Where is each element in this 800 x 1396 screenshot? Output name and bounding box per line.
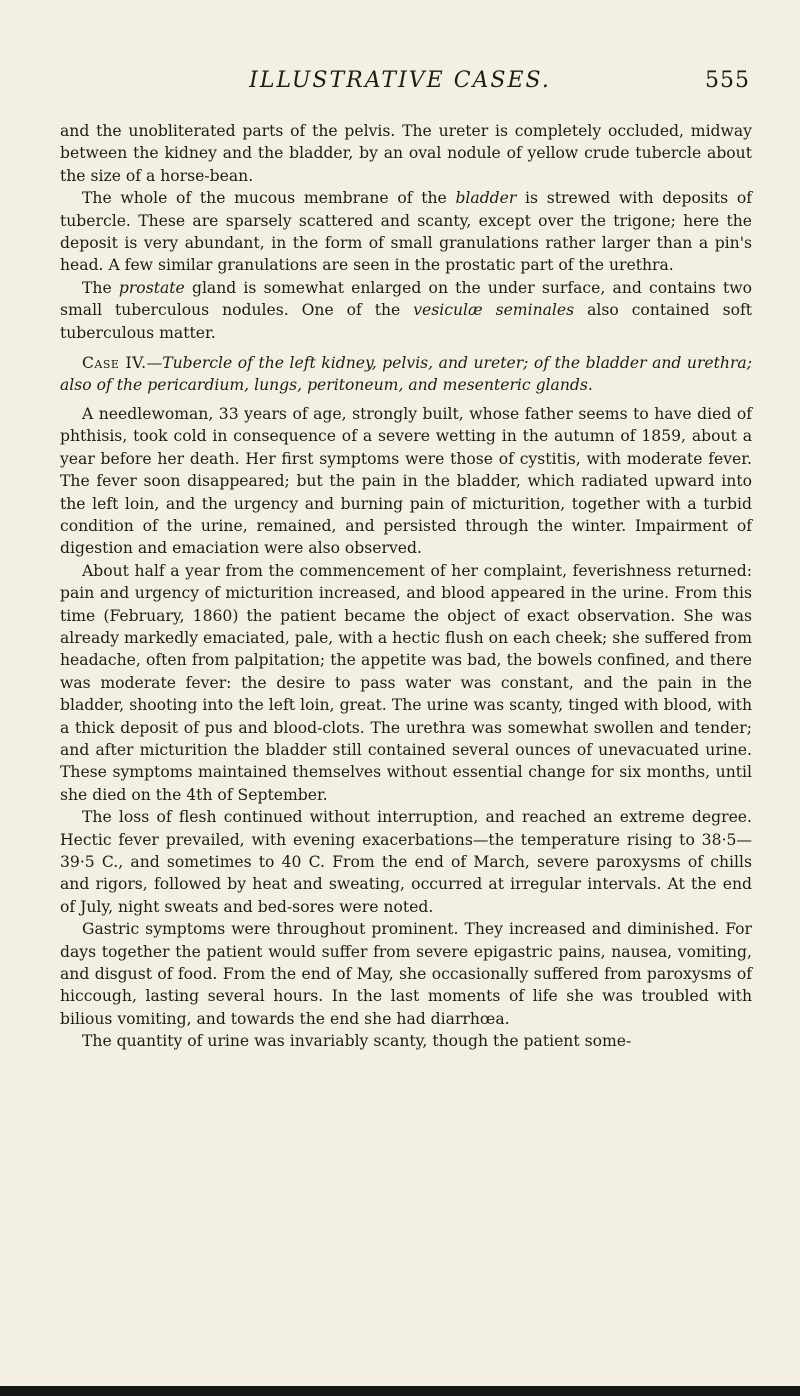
body-text [60,120,752,1053]
running-head [0,68,800,100]
case-heading [60,352,752,397]
paragraph-symptoms [60,560,752,806]
paragraph-fever [60,806,752,918]
case-label: Case IV. [82,354,147,373]
page-number: 555 [705,68,750,93]
paragraph-ureter [60,120,752,187]
paragraph-prostate-post: also contained soft tuberculous matter. [60,301,753,342]
term-vesiculae: vesiculæ seminales [413,301,575,320]
paragraph-history [60,403,752,560]
bottom-edge-rule [0,1386,800,1396]
case-title: —Tubercle of the left kidney, pelvis, and ureter; of the bladder and urethra; also of the pericardium, lungs, peritoneum, and mesenteric glands. [60,354,752,395]
paragraph-fever-text: The loss of flesh continued without interruption, and reached an extreme degree. Hectic fever prevailed, with evening exacerbations—the temperature rising to 38·5—39·5 C., and sometimes to 40 C. From the end of March, severe paroxysms of chills and rigors, followed by heat and sweating, occurred at irregular intervals. At the end of July, night sweats and bed-sores were noted. [60,808,752,916]
term-bladder: bladder [455,189,517,208]
paragraph-urine [60,1030,752,1052]
paragraph-gastric [60,918,752,1030]
term-prostate: prostate [118,278,185,297]
paragraph-prostate [60,277,752,344]
paragraph-prostate-mid: gland is somewhat enlarged on the under surface, and contains two small tuberculous nodules. One of the [60,278,752,320]
paragraph-symptoms-text: About half a year from the commencement of her complaint, feverishness returned: pain and urgency of micturition increased, and blood appeared in the urine. From this time (February, 1860) the patient became the object of exact observation. She was already markedly emaciated, pale, with a hectic flush on each cheek; she suffered from headache, often from palpitation; the appetite was bad, the bowels confined, and there was moderate fever: the desire to pass water was constant, and the pain in the bladder, shooting into the left loin, great. The urine was scanty, tinged with blood, with a thick deposit of pus and blood-clots. The urethra was somewhat swollen and tender; and after micturition the bladder still contained several ounces of unevacuated urine. These symptoms maintained themselves without essential change for six months, until she died on the 4th of September. [60,561,752,804]
paragraph-history-text: A needlewoman, 33 years of age, strongly built, whose father seems to have died of phthisis, took cold in consequence of a severe wetting in the autumn of 1859, about a year before her death. Her first symptoms were those of cystitis, with moderate fever. The fever soon disappeared; but the pain in the bladder, which radiated upward into the left loin, and the urgency and burning pain of micturition, together with a turbid condition of the urine, remained, and persisted through the winter. Impairment of digestion and emaciation were also observed. [60,404,752,558]
paragraph-gastric-text: Gastric symptoms were throughout prominent. They increased and diminished. For days together the patient would suffer from severe epigastric pains, nausea, vomiting, and disgust of food. From the end of May, she occasionally suffered from paroxysms of hiccough, lasting several hours. In the last moments of life she was troubled with bilious vomiting, and towards the end she had diarrhœa. [60,920,752,1028]
paragraph-prostate-pre: The [82,278,119,297]
paragraph-bladder-pre: The whole of the mucous membrane of the [82,189,456,208]
paragraph-ureter-text: and the unobliterated parts of the pelvis. The ureter is completely occluded, midway between the kidney and the bladder, by an oval nodule of yellow crude tubercle about the size of a horse-bean. [60,122,752,185]
running-title: ILLUSTRATIVE CASES. [249,68,551,93]
paragraph-bladder [60,187,752,277]
paragraph-urine-text: The quantity of urine was invariably scanty, though the patient some- [82,1032,632,1051]
paragraph-bladder-post: is strewed with deposits of tubercle. These are sparsely scattered and scanty, except over the trigone; here the deposit is very abundant, in the form of small granulations rather larger than a pin's head. A few similar granulations are seen in the prostatic part of the urethra. [60,189,752,275]
